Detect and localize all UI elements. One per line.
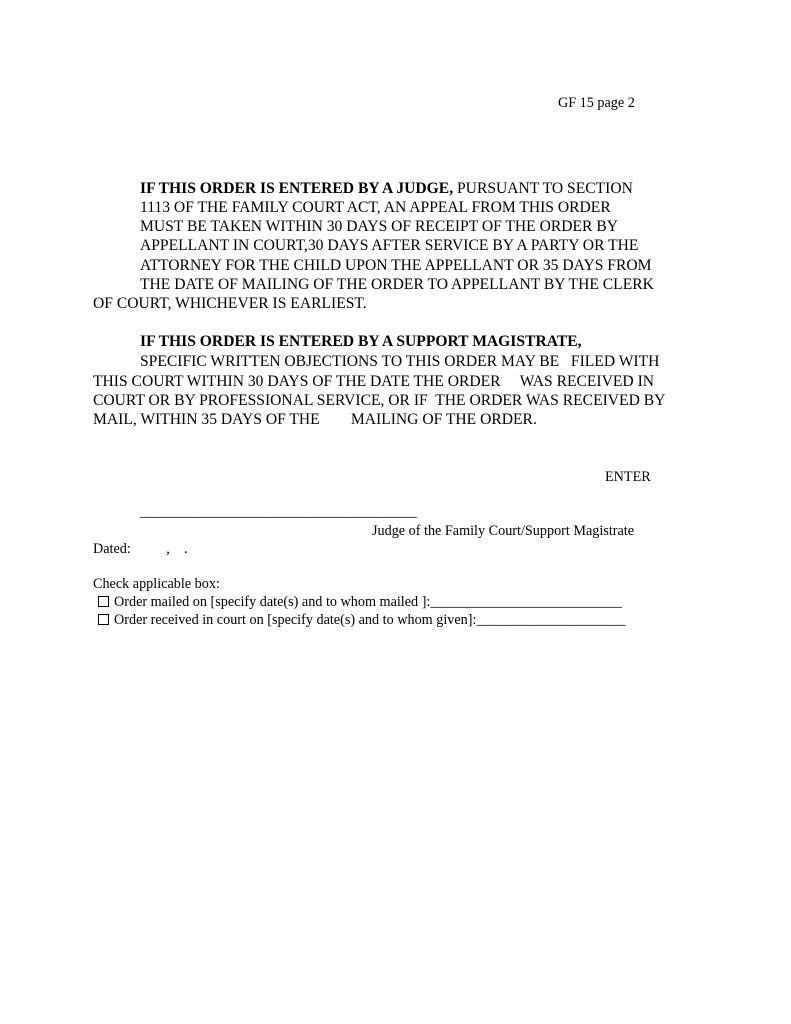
magistrate-paragraph-lead: IF THIS ORDER IS ENTERED BY A SUPPORT MAGISTRATE, — [140, 333, 582, 350]
judge-lead-bold: IF THIS ORDER IS ENTERED BY A JUDGE, — [140, 180, 454, 197]
judge-paragraph-line: THE DATE OF MAILING OF THE ORDER TO APPELLANT BY THE CLERK — [140, 276, 654, 293]
judge-lead-rest: PURSUANT TO SECTION — [453, 180, 633, 197]
checkbox-icon[interactable] — [98, 614, 109, 625]
dated-label: Dated: , . — [93, 541, 188, 557]
signer-title: Judge of the Family Court/Support Magistrate — [372, 523, 635, 539]
judge-paragraph-line: MUST BE TAKEN WITHIN 30 DAYS OF RECEIPT OF THE ORDER BY — [140, 218, 619, 235]
magistrate-paragraph-line: MAIL, WITHIN 35 DAYS OF THE MAILING OF THE ORDER. — [93, 411, 537, 428]
judge-paragraph-lead — [140, 179, 633, 198]
form-reference: GF 15 page 2 — [558, 95, 635, 111]
checklist-item — [98, 593, 622, 611]
judge-paragraph-line: ATTORNEY FOR THE CHILD UPON THE APPELLANT OR 35 DAYS FROM — [140, 257, 652, 274]
magistrate-paragraph-line: THIS COURT WITHIN 30 DAYS OF THE DATE THE ORDER WAS RECEIVED IN — [93, 373, 655, 390]
checklist-heading: Check applicable box: — [93, 576, 220, 592]
checklist-item — [98, 611, 625, 629]
judge-paragraph-line: APPELLANT IN COURT,30 DAYS AFTER SERVICE BY A PARTY OR THE — [140, 237, 639, 254]
signature-line[interactable]: _______________________________________ — [140, 504, 417, 520]
judge-paragraph-line: 1113 OF THE FAMILY COURT ACT, AN APPEAL FROM THIS ORDER — [140, 199, 611, 216]
judge-paragraph-line: OF COURT, WHICHEVER IS EARLIEST. — [93, 295, 367, 312]
magistrate-paragraph-line: COURT OR BY PROFESSIONAL SERVICE, OR IF THE ORDER WAS RECEIVED BY — [93, 392, 666, 409]
enter-label: ENTER — [605, 469, 651, 485]
magistrate-paragraph-line: SPECIFIC WRITTEN OBJECTIONS TO THIS ORDER MAY BE FILED WITH — [140, 353, 660, 370]
checklist-item-label: Order received in court on [specify date(s) and to whom given]:_____________________ — [114, 612, 626, 628]
checklist-item-label: Order mailed on [specify date(s) and to whom mailed ]:___________________________ — [114, 594, 622, 610]
checkbox-icon[interactable] — [98, 596, 109, 607]
